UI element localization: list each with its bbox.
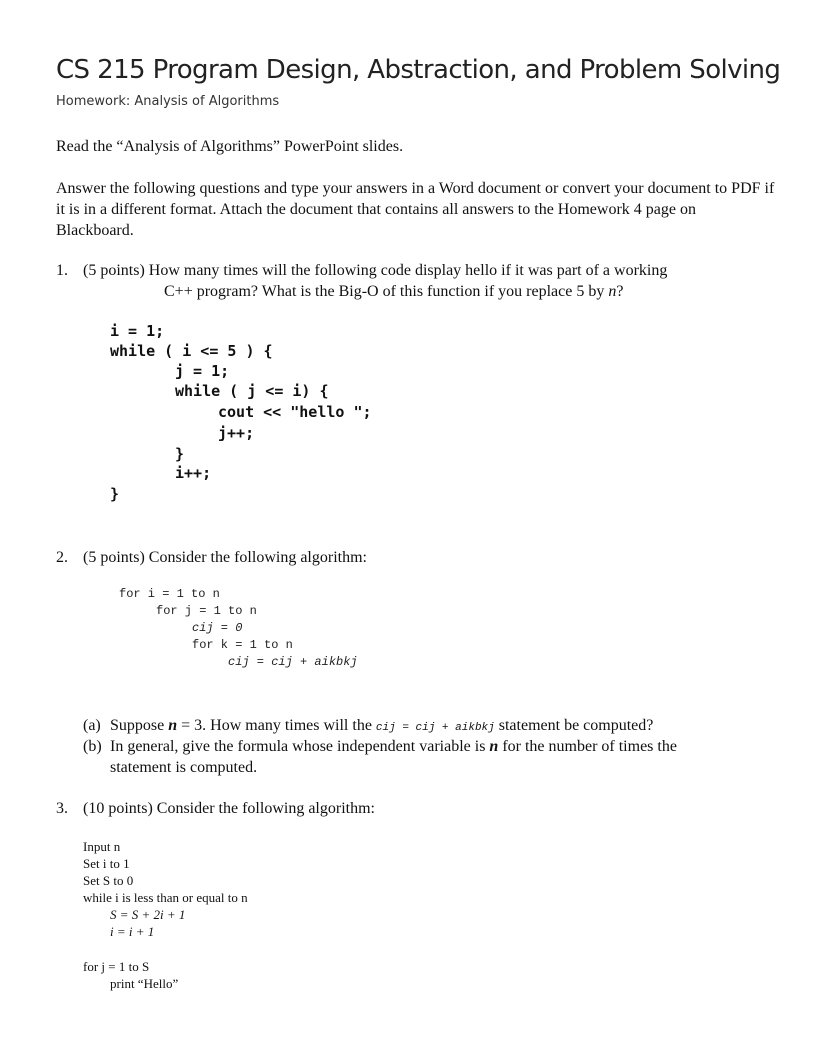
algo-line: Set S to 0: [83, 873, 134, 888]
algo-line: cij = cij + aikbkj: [228, 655, 358, 669]
algo-line: for k = 1 to n: [192, 638, 293, 652]
algo-line: for i = 1 to n: [119, 587, 220, 601]
algo-line: Set i to 1: [83, 856, 130, 871]
code-line: j++;: [218, 424, 255, 442]
algo-line: Input n: [83, 839, 121, 854]
sub-text-line-2: statement is computed.: [110, 759, 258, 776]
algo-line: while i is less than or equal to n: [83, 890, 248, 905]
question-text: (10 points) Consider the following algorithm:: [83, 800, 375, 817]
question-2a: [83, 715, 654, 736]
code-line: }: [110, 485, 120, 503]
intro-paragraph-1: Read the “Analysis of Algorithms” PowerPoint slides.: [56, 138, 404, 155]
question-number: 1.: [56, 262, 68, 279]
sub-text: Suppose n = 3. How many times will the cij = cij + aikbkj statement be computed?: [110, 717, 654, 734]
intro-paragraph-2: Answer the following questions and type your answers in a Word document or convert your document to PDF if it is in a different format. Attach the document that contains all answers to the Homework 4 page on Blackboard.: [56, 180, 775, 239]
question-number: 2.: [56, 549, 68, 566]
code-line: while ( j <= i) {: [175, 382, 329, 400]
code-line: i = 1;: [110, 322, 165, 340]
algo-line: print “Hello”: [110, 976, 179, 991]
algo-line: cij = 0: [192, 621, 243, 635]
question-text: (5 points) Consider the following algorithm:: [83, 549, 367, 566]
code-line: j = 1;: [175, 362, 230, 380]
question-2b: [83, 736, 677, 776]
question-text-line-2: C++ program? What is the Big-O of this function if you replace 5 by n?: [164, 283, 624, 300]
algo-line: for j = 1 to S: [83, 959, 150, 974]
document-subtitle: Homework: Analysis of Algorithms: [56, 94, 280, 109]
question-text-line-1: (5 points) How many times will the following code display hello if it was part of a working: [83, 262, 668, 279]
code-line: }: [175, 445, 185, 463]
sub-label: (a): [83, 717, 101, 734]
algo-line: i = i + 1: [110, 924, 155, 939]
algo-line: S = S + 2i + 1: [110, 907, 186, 922]
sub-text: In general, give the formula whose independent variable is n for the number of times the: [110, 738, 677, 755]
question-number: 3.: [56, 800, 68, 817]
code-line: while ( i <= 5 ) {: [110, 342, 273, 360]
code-line: i++;: [175, 464, 212, 482]
code-line: cout << "hello ";: [218, 403, 372, 421]
algo-line: for j = 1 to n: [156, 604, 257, 618]
sub-label: (b): [83, 738, 102, 755]
document-title: CS 215 Program Design, Abstraction, and Problem Solving: [56, 55, 781, 85]
